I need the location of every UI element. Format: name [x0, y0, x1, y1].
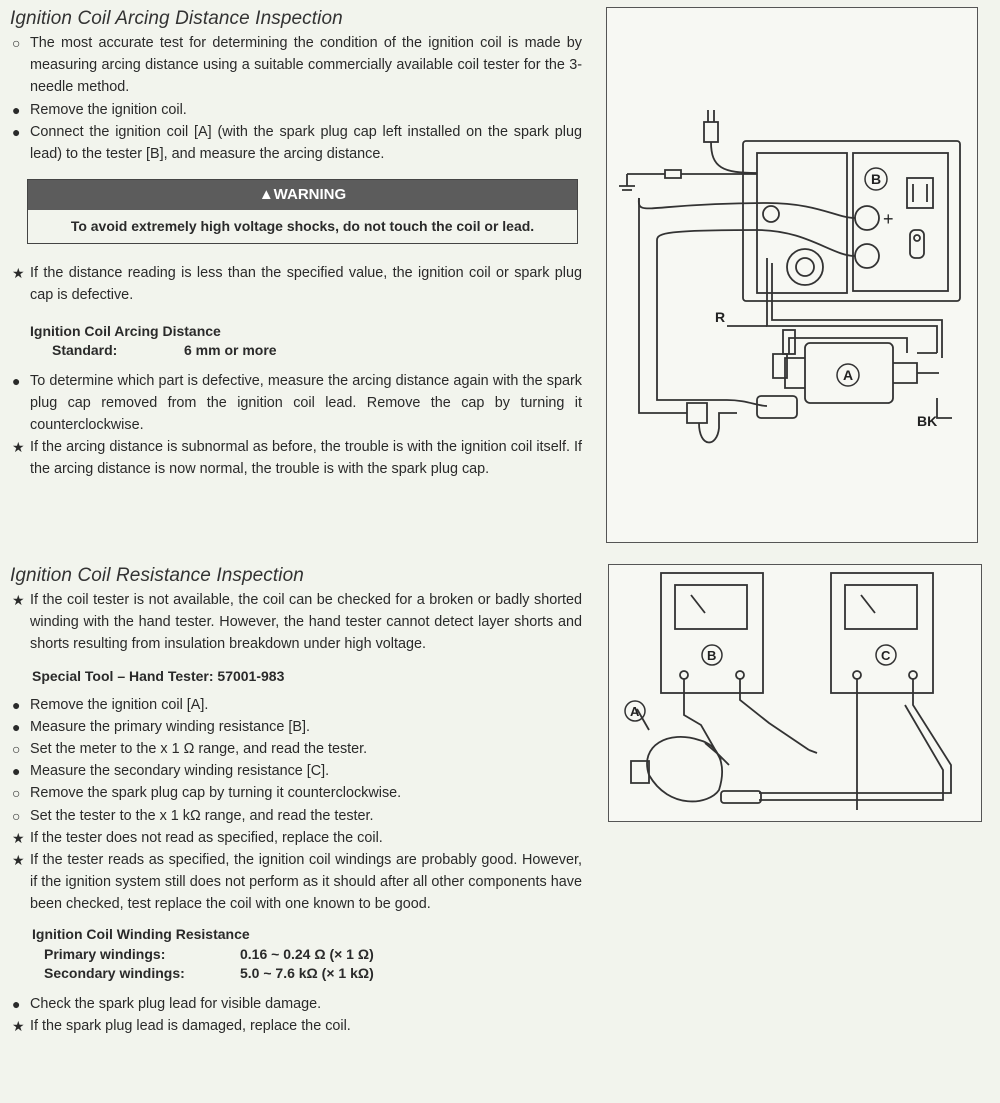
u-lead	[699, 413, 737, 442]
bullet: ●	[12, 696, 21, 713]
tester-lamp	[763, 206, 779, 222]
spec-value: 0.16 ~ 0.24 Ω (× 1 Ω)	[240, 945, 374, 962]
meter-b-probe-jack-2	[736, 671, 744, 679]
item-text: If the spark plug lead is damaged, replace the coil.	[30, 1017, 351, 1034]
power-plug	[704, 122, 718, 142]
coil-body	[647, 737, 722, 802]
special-tool: Special Tool – Hand Tester: 57001-983	[32, 667, 285, 684]
plug-lead-end	[721, 791, 761, 803]
meter-b-needle	[691, 595, 705, 613]
list-item	[10, 262, 582, 306]
item-text: Remove the ignition coil [A].	[30, 696, 209, 713]
plug-cap	[757, 396, 797, 418]
item-text: Measure the secondary winding resistance [C].	[30, 763, 330, 780]
plug-lead	[727, 400, 767, 406]
bullet: ★	[12, 829, 25, 846]
gap-gauge	[907, 178, 933, 208]
label-r: R	[715, 309, 726, 325]
meter-c-dial	[845, 585, 917, 629]
list-item	[10, 760, 582, 782]
bullet: ●	[12, 763, 21, 780]
warning-text: To avoid extremely high voltage shocks, do not touch the coil or lead.	[70, 218, 535, 235]
resistance-test-diagram	[609, 565, 981, 821]
item-text: Measure the primary winding resistance [B].	[30, 718, 310, 735]
item-text: Remove the ignition coil.	[30, 101, 187, 118]
section-arcing-distance	[10, 8, 582, 481]
spec-row	[44, 946, 582, 962]
label-c: C	[881, 648, 891, 663]
fuse-dot	[914, 235, 920, 241]
warning-box	[27, 179, 578, 244]
bullet: ○	[12, 35, 21, 51]
label-b: B	[707, 648, 717, 663]
section-title: Ignition Coil Arcing Distance Inspection	[10, 8, 343, 29]
item-text: Connect the ignition coil [A] (with the spark plug cap left installed on the spark plug lead) to the tester [B], and measure the arcing distance.	[30, 123, 582, 163]
meter-b-lead-1	[684, 679, 721, 760]
list-item	[10, 694, 582, 716]
bullet: ★	[12, 439, 25, 456]
section-resistance	[10, 565, 582, 1037]
label-bk: BK	[917, 413, 938, 429]
meter-b-probe-jack-1	[680, 671, 688, 679]
tester-left-panel	[757, 153, 847, 293]
bullet: ●	[12, 995, 21, 1012]
meter-c-needle	[861, 595, 875, 613]
bullet: ●	[12, 101, 21, 118]
plug-prongs	[708, 110, 714, 122]
label-a: A	[843, 367, 854, 383]
r-wire	[789, 338, 907, 354]
coil-right-terminal	[893, 363, 917, 383]
bk-pointer	[937, 398, 952, 418]
arcing-test-diagram	[607, 8, 977, 542]
item-text: If the arcing distance is subnormal as before, the trouble is with the ignition coil itself. If the arcing distance is now normal, the trouble is with the spark plug cap.	[30, 439, 582, 478]
arcing-spec	[30, 323, 582, 358]
spec-row	[44, 965, 582, 981]
list-item	[10, 782, 582, 804]
list-item	[10, 738, 582, 760]
label-a: A	[630, 704, 640, 719]
meter-b-lead-2	[740, 679, 809, 750]
meter-b-probe-tip	[809, 750, 817, 753]
list-item	[10, 589, 582, 656]
coil-bk-leads	[917, 353, 939, 373]
list-item	[10, 370, 582, 437]
list-item	[10, 993, 582, 1015]
bullet: ●	[12, 718, 21, 735]
coil-lead-stub	[705, 743, 729, 765]
bullet: ★	[12, 592, 25, 608]
gauge-lines	[913, 184, 927, 202]
section-title: Ignition Coil Resistance Inspection	[10, 565, 304, 586]
meter-c-lead-2b	[759, 705, 943, 800]
item-text: The most accurate test for determining the condition of the ignition coil is made by measuring arcing distance using a suitable commercially available coil tester for the 3-needle method.	[30, 35, 582, 96]
bullet: ○	[12, 741, 21, 758]
intro-list	[10, 32, 582, 165]
spec-title: Ignition Coil Arcing Distance	[30, 322, 221, 339]
lead-left-down	[639, 198, 687, 413]
tester-dial-outer	[787, 249, 823, 285]
spec-title: Ignition Coil Winding Resistance	[32, 925, 250, 942]
ground-symbol	[619, 174, 635, 190]
figure-resistance-test	[608, 564, 982, 822]
spec-label: Primary windings:	[44, 945, 166, 962]
left-connector	[687, 403, 707, 423]
bullet: ○	[12, 785, 21, 802]
spec-label: Secondary windings:	[44, 964, 185, 981]
lead-minus	[657, 230, 855, 256]
list-item	[10, 121, 582, 165]
bullet: ★	[12, 265, 25, 282]
meter-c-probe-jack-1	[853, 671, 861, 679]
spec-label: Standard:	[52, 341, 118, 358]
list-item	[10, 805, 582, 827]
item-text: Set the tester to the x 1 kΩ range, and read the tester.	[30, 807, 374, 824]
list-item	[10, 436, 582, 480]
bullet: ★	[12, 1017, 25, 1034]
bullet: ○	[12, 807, 21, 824]
tester-dial-inner	[796, 258, 814, 276]
meter-b-dial	[675, 585, 747, 629]
warning-heading: ▲WARNING	[28, 180, 577, 210]
list-item	[10, 849, 582, 916]
needle-terminal-minus	[855, 244, 879, 268]
bullet: ★	[12, 852, 25, 869]
lead-plus	[639, 198, 855, 218]
item-text: To determine which part is defective, measure the arcing distance again with the spark plug cap removed from the ignition coil lead. Remove the cap by turning it counterclockwise.	[30, 372, 582, 434]
item-text: If the coil tester is not available, the coil can be checked for a broken or badly shorted winding with the hand tester. However, the hand tester cannot detect layer shorts and shorts resulting from insulation breakdown under high voltage.	[30, 592, 582, 653]
list-item	[10, 716, 582, 738]
procedure-list	[10, 694, 582, 916]
label-b: B	[871, 171, 882, 187]
power-cord	[711, 142, 757, 173]
list-item	[10, 1015, 582, 1037]
list-item	[10, 32, 582, 99]
item-text: Remove the spark plug cap by turning it counterclockwise.	[30, 785, 402, 802]
spec-value: 6 mm or more	[184, 341, 277, 358]
item-text: Check the spark plug lead for visible damage.	[30, 995, 322, 1012]
item-text: If the tester reads as specified, the ignition coil windings are probably good. However, if the ignition system still does not perform as it should after all other components have been checked, test replace the coil with one known to be good.	[30, 852, 582, 913]
winding-spec	[32, 926, 582, 981]
spec-value: 5.0 ~ 7.6 kΩ (× 1 kΩ)	[240, 964, 374, 981]
item-text: If the tester does not read as specified, replace the coil.	[30, 829, 383, 846]
tester-right-panel	[853, 153, 948, 291]
bullet: ●	[12, 372, 21, 389]
item-text: Set the meter to the x 1 Ω range, and read the tester.	[30, 741, 368, 758]
list-item	[10, 827, 582, 849]
meter-c-probe-jack-2	[909, 671, 917, 679]
coil-primary-terminal	[785, 358, 805, 388]
spec-row	[52, 342, 582, 358]
needle-terminal-plus	[855, 206, 879, 230]
item-text: If the distance reading is less than the specified value, the ignition coil or spark plug cap is defective.	[30, 265, 582, 304]
figure-arcing-test	[606, 7, 978, 543]
list-item	[10, 99, 582, 121]
plus-symbol: +	[883, 209, 894, 229]
bullet: ●	[12, 123, 21, 140]
